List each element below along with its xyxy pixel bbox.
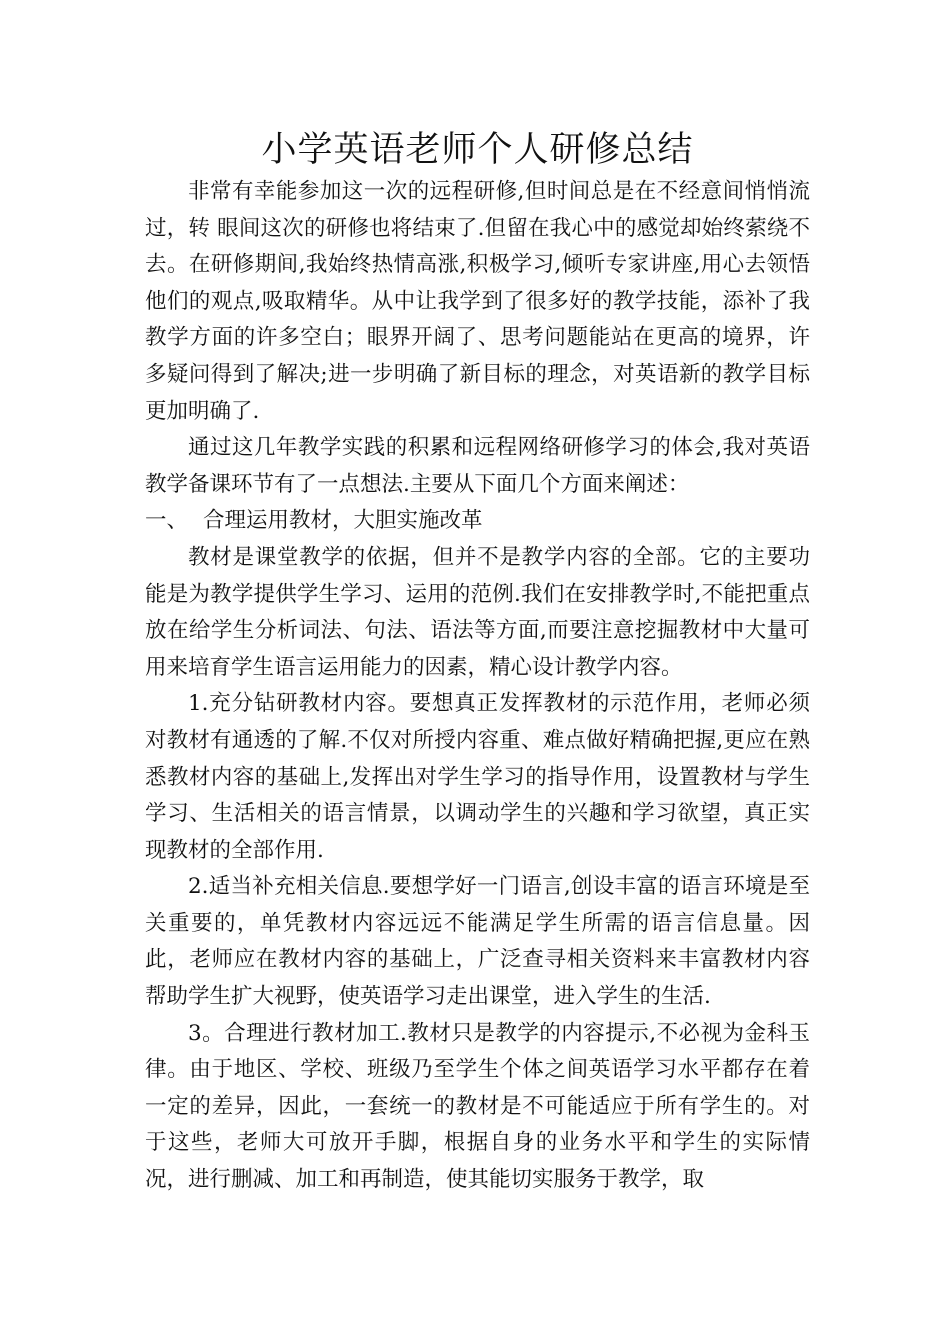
section-number: 一、 <box>145 508 189 534</box>
overview-paragraph: 通过这几年教学实践的积累和远程网络研修学习的体会,我对英语教学备课环节有了一点想法.主要从下面几个方面来阐述： <box>145 435 810 497</box>
section-heading <box>145 503 810 540</box>
document-title: 小学英语老师个人研修总结 <box>261 130 694 170</box>
section-heading-text: 合理运用教材，大胆实施改革 <box>203 508 483 534</box>
point-3-paragraph: 3。合理进行教材加工.教材只是教学的内容提示,不必视为金科玉律。由于地区、学校、班级乃至学生个体之间英语学习水平都存在着一定的差异，因此，一套统一的教材是不可能适应于所有学生的。对于这些，老师大可放开手脚，根据自身的业务水平和学生的实际情况，进行删减、加工和再制造，使其能切实服务于教学，取 <box>145 1020 810 1193</box>
point-1-paragraph: 1.充分钻研教材内容。要想真正发挥教材的示范作用，老师必须对教材有通透的了解.不仅对所授内容重、难点做好精确把握,更应在熟悉教材内容的基础上,发挥出对学生学习的指导作用，设置教材与学生学习、生活相关的语言情景，以调动学生的兴趣和学习欲望，真正实现教材的全部作用. <box>145 691 810 863</box>
section-paragraph: 教材是课堂教学的依据，但并不是教学内容的全部。它的主要功能是为教学提供学生学习、运用的范例.我们在安排教学时,不能把重点放在给学生分析词法、句法、语法等方面,而要注意挖掘教材中大量可用来培育学生语言运用能力的因素，精心设计教学内容。 <box>145 544 810 680</box>
intro-paragraph: 非常有幸能参加这一次的远程研修,但时间总是在不经意间悄悄流过，转 眼间这次的研修也将结束了.但留在我心中的感觉却始终萦绕不去。在研修期间,我始终热情高涨,积极学习,倾听专家讲座,用心去领悟他们的观点,吸取精华。从中让我学到了很多好的教学技能，添补了我教学方面的许多空白；眼界开阔了、思考问题能站在更高的境界，许多疑问得到了解决;进一步明确了新目标的理念，对英语新的教学目标更加明确了. <box>145 179 810 424</box>
point-2-paragraph: 2.适当补充相关信息.要想学好一门语言,创设丰富的语言环境是至关重要的，单凭教材内容远远不能满足学生所需的语言信息量。因此，老师应在教材内容的基础上，广泛查寻相关资料来丰富教材内容帮助学生扩大视野，使英语学习走出课堂，进入学生的生活. <box>145 874 810 1010</box>
document-page <box>145 128 810 1199</box>
